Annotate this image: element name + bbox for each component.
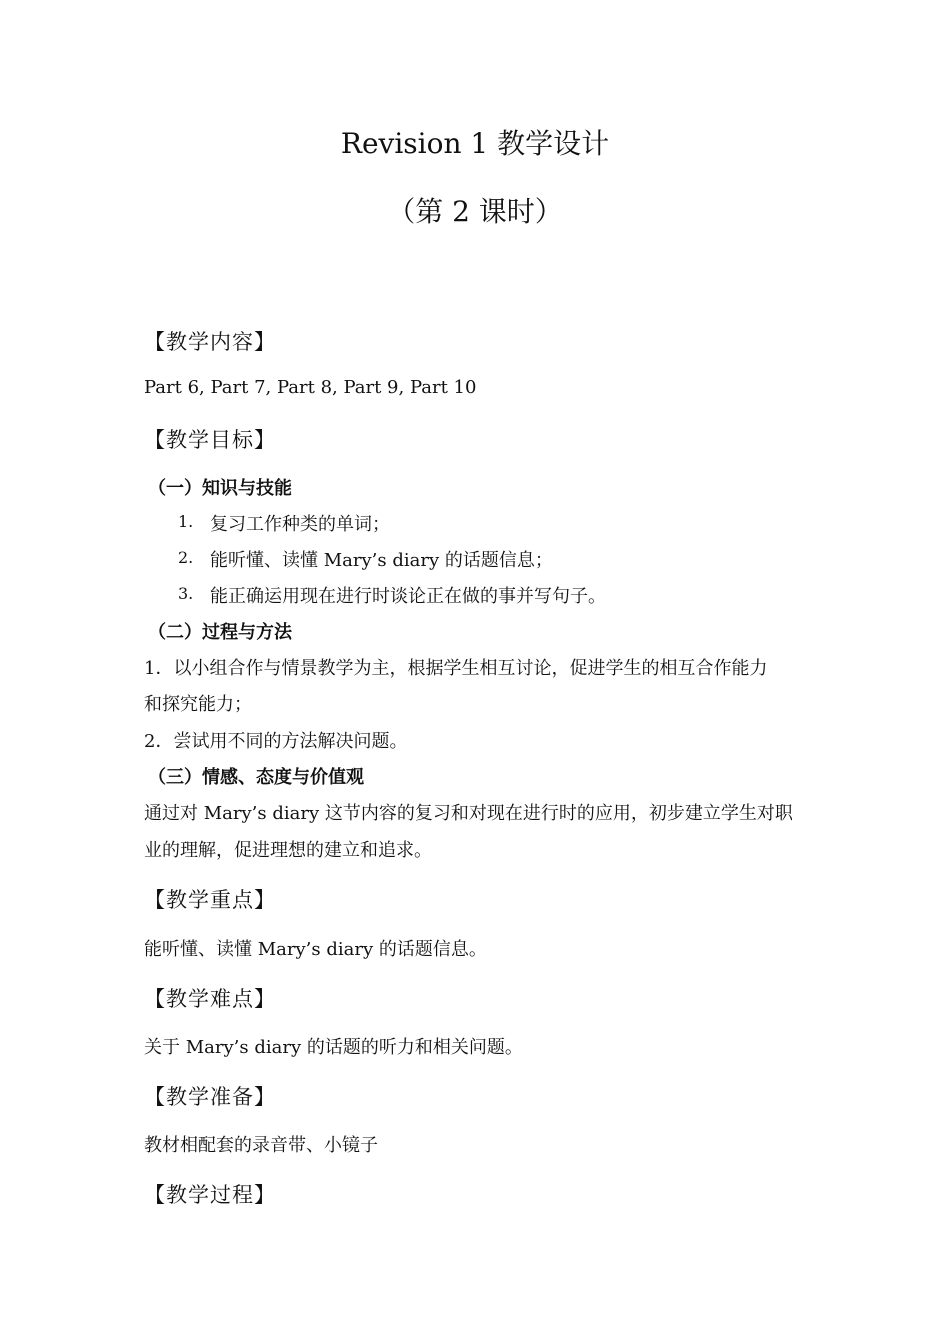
knowledge-item: 能听懂、读懂 Mary’s diary 的话题信息； [210, 550, 553, 571]
knowledge-item-number: 1. [178, 512, 194, 531]
process-method-line: 和探究能力； [144, 694, 252, 715]
content-text: Part 6, Part 7, Part 8, Part 9, Part 10 [144, 377, 477, 398]
knowledge-item: 复习工作种类的单词； [210, 514, 390, 535]
preparation-text: 教材相配套的录音带、小镜子 [144, 1135, 378, 1156]
key-points-text: 能听懂、读懂 Mary’s diary 的话题信息。 [144, 939, 487, 960]
process-method-heading: （二）过程与方法 [148, 622, 292, 643]
process-method-line: 1．以小组合作与情景教学为主，根据学生相互讨论，促进学生的相互合作能力 [144, 658, 768, 679]
knowledge-item: 能正确运用现在进行时谈论正在做的事并写句子。 [210, 586, 606, 607]
knowledge-heading: （一）知识与技能 [148, 478, 292, 499]
content-heading: 【教学内容】 [144, 330, 276, 354]
knowledge-item-number: 3. [178, 584, 194, 603]
process-method-line: 2．尝试用不同的方法解决问题。 [144, 731, 408, 752]
preparation-heading: 【教学准备】 [144, 1085, 276, 1109]
document-subtitle: （第 2 课时） [387, 195, 563, 228]
emotion-heading: （三）情感、态度与价值观 [148, 767, 364, 788]
difficult-points-heading: 【教学难点】 [144, 987, 276, 1011]
document-title: Revision 1 教学设计 [340, 127, 610, 160]
difficult-points-text: 关于 Mary’s diary 的话题的听力和相关问题。 [144, 1037, 523, 1058]
teaching-process-heading: 【教学过程】 [144, 1183, 276, 1207]
key-points-heading: 【教学重点】 [144, 888, 276, 912]
emotion-line: 业的理解，促进理想的建立和追求。 [144, 840, 432, 861]
emotion-line: 通过对 Mary’s diary 这节内容的复习和对现在进行时的应用，初步建立学生对职 [144, 803, 793, 824]
goals-heading: 【教学目标】 [144, 428, 276, 452]
knowledge-item-number: 2. [178, 548, 194, 567]
